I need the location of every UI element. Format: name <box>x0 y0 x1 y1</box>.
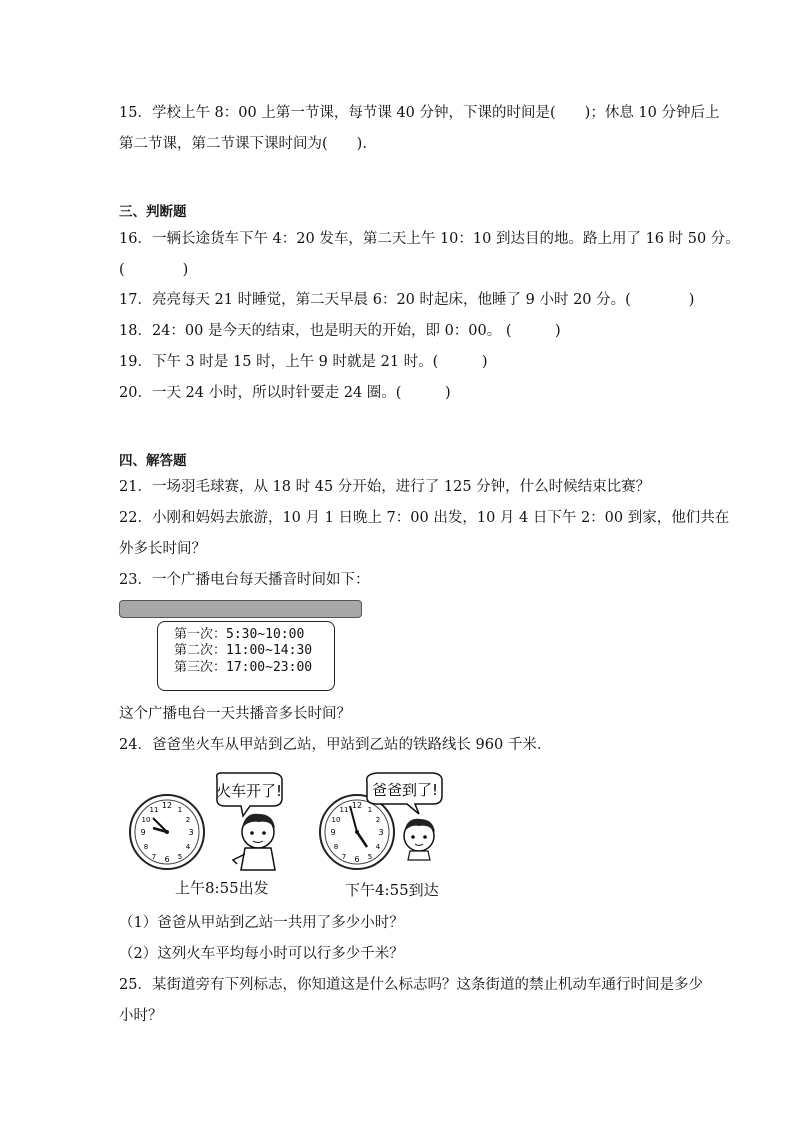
q15-line2: 第二节课，第二节课下课时间为( ). <box>119 136 367 152</box>
q22-line1: 22．小刚和妈妈去旅游，10 月 1 日晚上 7：00 出发，10 月 4 日下午 2：00 到家，他们共在 <box>119 510 730 526</box>
q16-answer-blank: ( ) <box>119 262 189 278</box>
svg-text:7: 7 <box>341 853 347 861</box>
q23: 23．一个广播电台每天播音时间如下： <box>119 572 370 588</box>
svg-text:3: 3 <box>378 828 384 837</box>
schedule-box <box>157 621 335 691</box>
svg-text:5: 5 <box>367 853 373 861</box>
svg-text:1: 1 <box>367 806 373 814</box>
svg-text:10: 10 <box>141 816 151 824</box>
q19: 19．下午 3 时是 15 时，上午 9 时就是 21 时。( ) <box>119 354 488 370</box>
svg-text:5: 5 <box>177 853 183 861</box>
schedule-banner <box>119 600 362 618</box>
section4-heading: 四、解答题 <box>119 453 187 469</box>
svg-text:9: 9 <box>140 828 146 837</box>
svg-text:11: 11 <box>339 806 349 814</box>
schedule-line-1: 第一次：5:30~10:00 <box>174 627 305 642</box>
svg-text:12: 12 <box>161 801 173 810</box>
svg-text:4: 4 <box>375 843 381 851</box>
q25-line2: 小时？ <box>119 1008 163 1024</box>
boy-icon <box>233 814 275 870</box>
caption-arrival: 下午4:55到达 <box>345 881 439 899</box>
q20: 20．一天 24 小时，所以时针要走 24 圈。( ) <box>119 385 451 401</box>
svg-text:4: 4 <box>185 843 191 851</box>
svg-text:8: 8 <box>143 843 149 851</box>
svg-text:11: 11 <box>149 806 159 814</box>
q17: 17．亮亮每天 21 时睡觉，第二天早晨 6：20 时起床，他睡了 9 小时 20 分。( ) <box>119 292 695 308</box>
section3-heading: 三、判断题 <box>119 204 187 220</box>
q24: 24．爸爸坐火车从甲站到乙站，甲站到乙站的铁路线长 960 千米． <box>119 737 552 753</box>
arrival-illustration <box>315 770 485 895</box>
q24-part1: （1）爸爸从甲站到乙站一共用了多少小时？ <box>119 915 404 931</box>
caption-departure: 上午8:55出发 <box>175 879 269 897</box>
q15-line1: 15．学校上午 8：00 上第一节课，每节课 40 分钟，下课的时间是( )；休息 10 分钟后上 <box>119 105 720 121</box>
clock-icon <box>130 795 204 869</box>
q21: 21．一场羽毛球赛，从 18 时 45 分开始，进行了 125 分钟，什么时候结束比赛？ <box>119 479 651 495</box>
svg-text:9: 9 <box>330 828 336 837</box>
svg-text:10: 10 <box>331 816 341 824</box>
speech-bubble-left <box>216 773 282 816</box>
svg-text:1: 1 <box>177 806 183 814</box>
q22-line2: 外多长时间？ <box>119 541 206 557</box>
bubble-left-text: 火车开了! <box>215 782 283 800</box>
svg-text:3: 3 <box>188 828 194 837</box>
schedule-line-2: 第二次：11:00~14:30 <box>174 643 313 658</box>
svg-text:12: 12 <box>351 801 363 810</box>
svg-text:8: 8 <box>333 843 339 851</box>
q16-line1: 16．一辆长途货车下午 4：20 发车，第二天上午 10：10 到达目的地。路上用了 16 时 50 分。 <box>119 231 740 247</box>
clock-icon <box>320 795 394 869</box>
boy-icon <box>404 819 435 860</box>
svg-text:6: 6 <box>164 855 170 864</box>
svg-text:2: 2 <box>375 816 381 824</box>
schedule-line-3: 第三次：17:00~23:00 <box>174 660 313 675</box>
q24-part2: （2）这列火车平均每小时可以行多少千米？ <box>119 946 404 962</box>
svg-text:6: 6 <box>354 855 360 864</box>
svg-text:2: 2 <box>185 816 191 824</box>
q18: 18．24：00 是今天的结束，也是明天的开始，即 0：00。 ( ) <box>119 323 561 339</box>
q23-question: 这个广播电台一天共播音多长时间？ <box>119 706 351 722</box>
svg-text:7: 7 <box>151 853 157 861</box>
bubble-right-text: 爸爸到了! <box>371 781 439 799</box>
q25-line1: 25．某街道旁有下列标志，你知道这是什么标志吗？这条街道的禁止机动车通行时间是多少 <box>119 977 703 993</box>
